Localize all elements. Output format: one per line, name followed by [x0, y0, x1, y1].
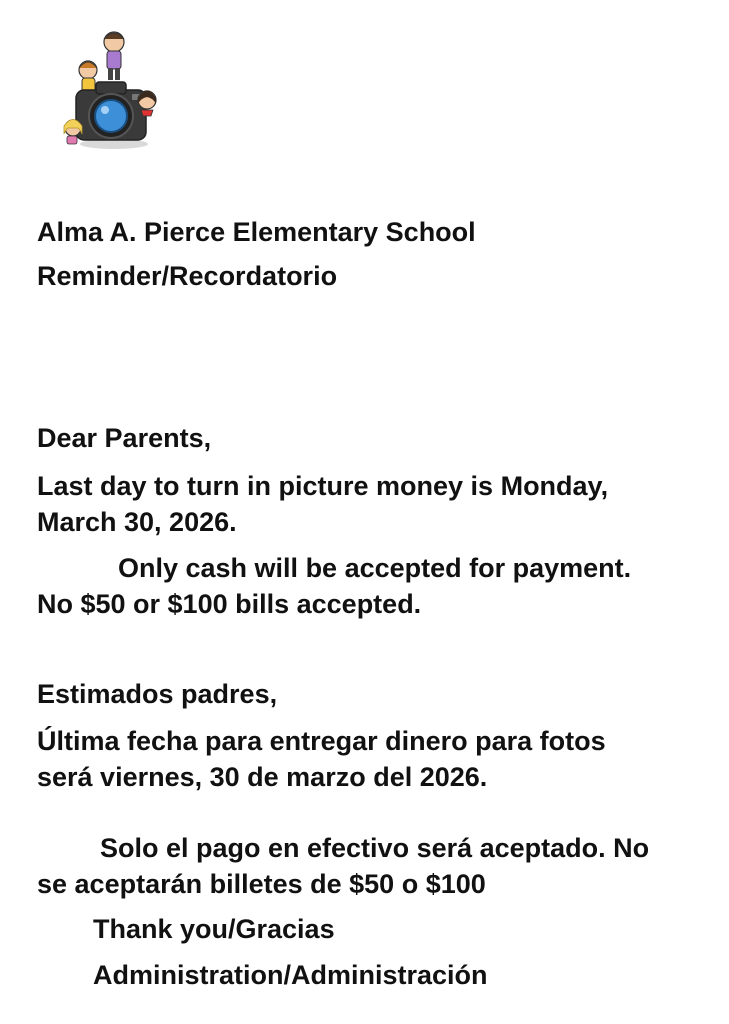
- camera-kids-logo-icon: [58, 28, 164, 152]
- notice-title: Reminder/Recordatorio: [37, 261, 338, 291]
- english-deadline-line-1: Last day to turn in picture money is Monday,: [37, 471, 609, 501]
- spanish-deadline-line-1: Última fecha para entregar dinero para fotos: [37, 726, 606, 756]
- closing-signature: Administration/Administración: [93, 960, 488, 990]
- english-deadline-line-2: March 30, 2026.: [37, 507, 237, 537]
- spanish-greeting: Estimados padres,: [37, 679, 278, 709]
- spanish-deadline-line-2: será viernes, 30 de marzo del 2026.: [37, 762, 488, 792]
- clipped-corner-mark: [636, 0, 692, 6]
- school-name: Alma A. Pierce Elementary School: [37, 217, 476, 247]
- spanish-payment-line-2: se aceptarán billetes de $50 o $100: [37, 869, 486, 899]
- english-payment-line-2: No $50 or $100 bills accepted.: [37, 589, 422, 619]
- closing-thanks: Thank you/Gracias: [93, 914, 335, 944]
- english-greeting: Dear Parents,: [37, 423, 212, 453]
- spanish-payment-line-1: Solo el pago en efectivo será aceptado. No: [100, 833, 650, 863]
- english-payment-line-1: Only cash will be accepted for payment.: [118, 553, 632, 583]
